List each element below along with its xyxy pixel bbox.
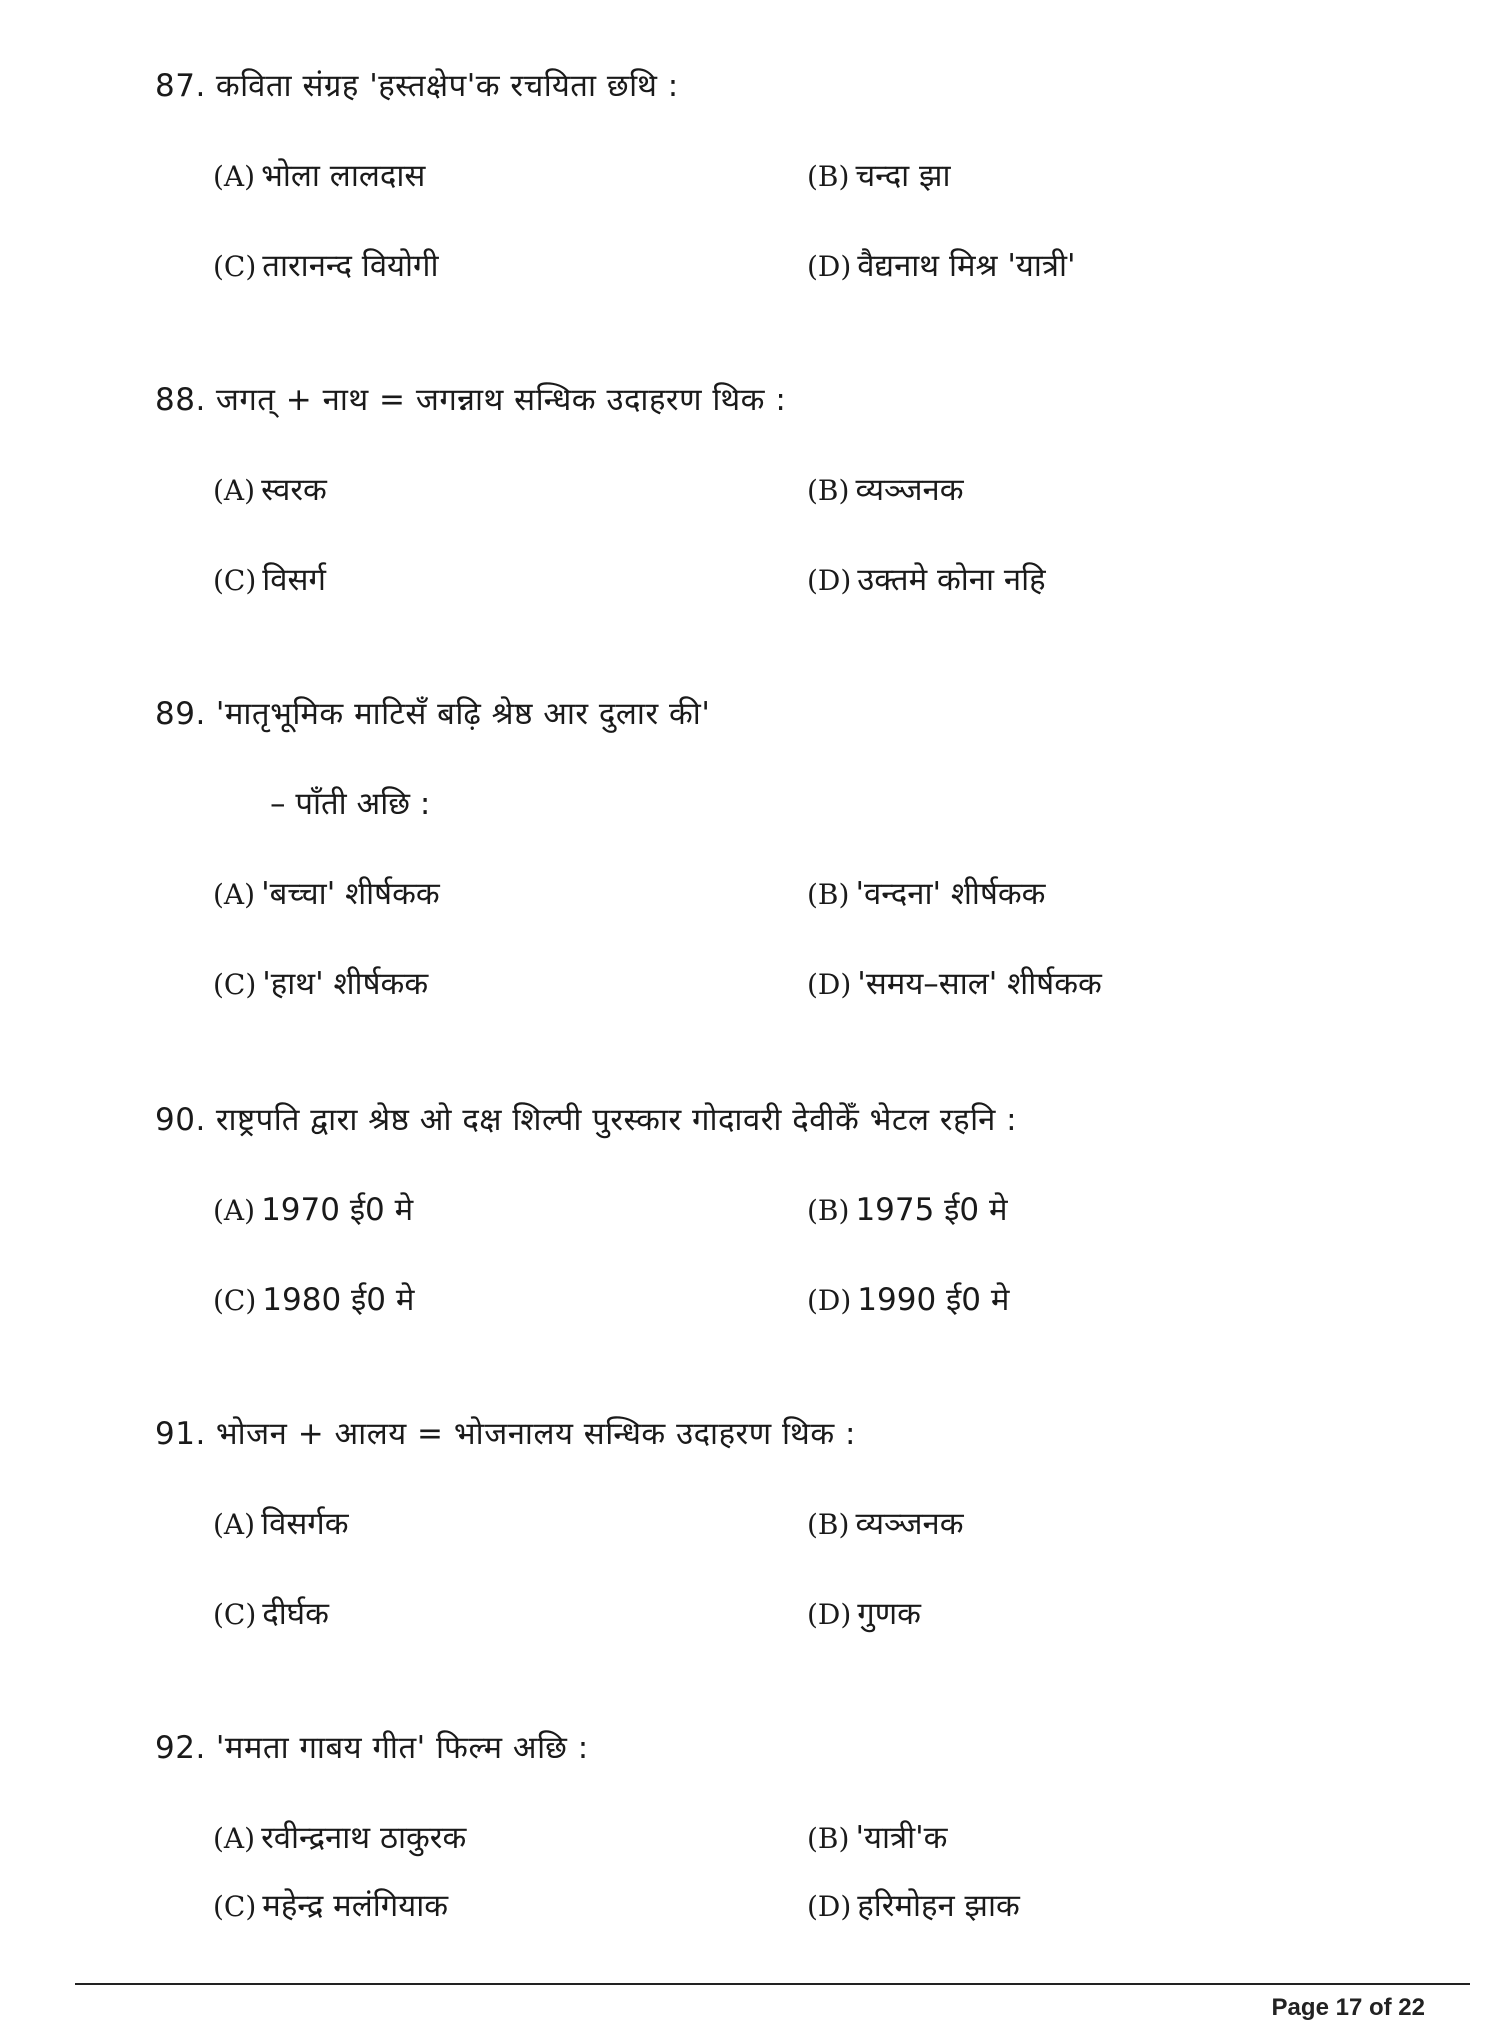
option-letter: (B) (807, 1194, 850, 1227)
current-page: 17 (1335, 1994, 1363, 2021)
option-c (213, 1594, 329, 1635)
option-text: तारानन्द वियोगी (262, 248, 439, 284)
options-row (155, 1190, 1355, 1230)
option-letter: (C) (213, 1284, 257, 1317)
option-a (213, 1190, 413, 1231)
option-letter: (B) (807, 474, 850, 507)
option-c (213, 560, 326, 601)
option-letter: (A) (213, 878, 256, 911)
option-c (213, 1886, 448, 1927)
question-text (155, 380, 1355, 420)
option-b (807, 470, 964, 511)
option-text: महेन्द्र मलंगियाक (262, 1888, 449, 1924)
option-d (807, 1280, 1009, 1321)
option-d (807, 964, 1102, 1005)
option-a (213, 1504, 349, 1545)
options-row (155, 246, 1355, 286)
option-d (807, 246, 1076, 287)
option-text: चन्दा झा (855, 158, 951, 194)
option-letter: (D) (807, 1598, 852, 1631)
option-letter: (A) (213, 474, 256, 507)
option-text: 'वन्दना' शीर्षकक (855, 876, 1046, 912)
option-text: रवीन्द्रनाथ ठाकुरक (261, 1820, 467, 1856)
page-number (1272, 1994, 1425, 2022)
option-text: व्यञ्जनक (855, 472, 964, 508)
option-letter: (B) (807, 160, 850, 193)
option-a (213, 874, 440, 915)
option-text: 'समय–साल' शीर्षकक (857, 966, 1102, 1002)
option-a (213, 470, 327, 511)
option-b (807, 1190, 1008, 1231)
question-text (155, 66, 1355, 106)
option-d (807, 1594, 921, 1635)
question-89 (155, 694, 1355, 1004)
question-stem: कविता संग्रह 'हस्तक्षेप'क रचयिता छथि : (215, 68, 679, 104)
footer-divider (75, 1983, 1470, 1985)
option-text: 'हाथ' शीर्षकक (262, 966, 429, 1002)
option-text: व्यञ्जनक (855, 1506, 964, 1542)
option-b (807, 156, 951, 197)
options-row (155, 560, 1355, 600)
question-stem: 'मातृभूमिक माटिसँ बढ़ि श्रेष्ठ आर दुलार की' (215, 696, 711, 732)
option-text: उक्तमे कोना नहि (857, 562, 1046, 598)
option-text: वैद्यनाथ मिश्र 'यात्री' (857, 248, 1076, 284)
option-text: 1970 ई0 मे (261, 1192, 414, 1228)
question-number: 90. (155, 1102, 206, 1138)
option-text: विसर्ग (262, 562, 326, 598)
question-88 (155, 380, 1355, 600)
option-letter: (A) (213, 160, 256, 193)
question-number: 91. (155, 1416, 206, 1452)
question-text (155, 1728, 1355, 1768)
question-91 (155, 1414, 1355, 1634)
option-letter: (C) (213, 250, 257, 283)
option-letter: (B) (807, 1508, 850, 1541)
option-d (807, 1886, 1020, 1927)
options-row (155, 156, 1355, 196)
question-stem: भोजन + आलय = भोजनालय सन्धिक उदाहरण थिक : (215, 1416, 856, 1452)
option-letter: (A) (213, 1194, 256, 1227)
options-row (155, 470, 1355, 510)
option-c (213, 1280, 414, 1321)
option-text: दीर्घक (262, 1596, 329, 1632)
option-letter: (C) (213, 1598, 257, 1631)
option-text: 'बच्चा' शीर्षकक (261, 876, 440, 912)
question-stem: 'ममता गाबय गीत' फिल्म अछि : (215, 1730, 589, 1766)
options-row (155, 1280, 1355, 1320)
question-number: 87. (155, 68, 206, 104)
option-c (213, 964, 428, 1005)
option-text: 1980 ई0 मे (262, 1282, 415, 1318)
of-word: of (1368, 1994, 1392, 2021)
options-row (155, 874, 1355, 914)
option-text: 'यात्री'क (855, 1820, 948, 1856)
option-text: 1975 ई0 मे (855, 1192, 1008, 1228)
question-text (155, 1414, 1355, 1454)
option-text: गुणक (857, 1596, 921, 1632)
option-a (213, 1818, 466, 1859)
option-letter: (D) (807, 564, 852, 597)
option-letter: (A) (213, 1822, 256, 1855)
option-text: 1990 ई0 मे (857, 1282, 1010, 1318)
question-number: 89. (155, 696, 206, 732)
total-pages: 22 (1398, 1994, 1425, 2021)
option-letter: (D) (807, 1284, 852, 1317)
option-text: हरिमोहन झाक (857, 1888, 1020, 1924)
option-letter: (C) (213, 968, 257, 1001)
option-letter: (B) (807, 1822, 850, 1855)
page-word: Page (1271, 1994, 1329, 2021)
question-92 (155, 1728, 1355, 1926)
options-row (155, 1594, 1355, 1634)
option-letter: (C) (213, 1890, 257, 1923)
question-text (155, 694, 1355, 734)
option-text: स्वरक (261, 472, 327, 508)
option-b (807, 874, 1046, 915)
options-row (155, 1818, 1355, 1858)
question-text (155, 1100, 1355, 1140)
options-row (155, 1504, 1355, 1544)
option-a (213, 156, 425, 197)
option-letter: (D) (807, 968, 852, 1001)
option-letter: (A) (213, 1508, 256, 1541)
option-letter: (D) (807, 250, 852, 283)
option-c (213, 246, 439, 287)
question-87 (155, 66, 1355, 286)
option-text: भोला लालदास (261, 158, 426, 194)
options-row (155, 1886, 1355, 1926)
option-letter: (D) (807, 1890, 852, 1923)
option-letter: (B) (807, 878, 850, 911)
option-letter: (C) (213, 564, 257, 597)
option-b (807, 1504, 964, 1545)
option-text: विसर्गक (261, 1506, 349, 1542)
option-b (807, 1818, 947, 1859)
question-subtext: – पाँती अछि : (270, 786, 431, 822)
question-number: 88. (155, 382, 206, 418)
question-stem: राष्ट्रपति द्वारा श्रेष्ठ ओ दक्ष शिल्पी पुरस्कार गोदावरी देवीकेँ भेटल रहनि : (215, 1102, 1018, 1138)
question-stem: जगत् + नाथ = जगन्नाथ सन्धिक उदाहरण थिक : (215, 382, 787, 418)
option-d (807, 560, 1046, 601)
options-row (155, 964, 1355, 1004)
question-90 (155, 1100, 1355, 1320)
question-number: 92. (155, 1730, 206, 1766)
